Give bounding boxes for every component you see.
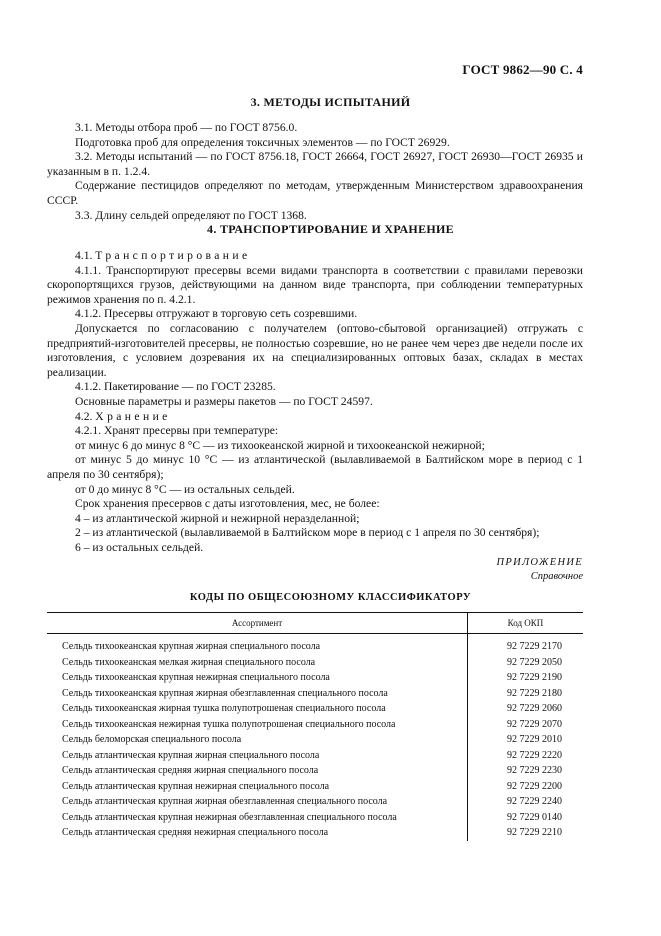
okp-code-cell: 92 7229 0140 [507, 811, 562, 823]
assortment-cell: Сельдь атлантическая крупная жирная обезглавленная специального посола [47, 794, 468, 810]
table-row [47, 732, 583, 748]
section-3-body [47, 121, 583, 223]
appendix-title: ПРИЛОЖЕНИЕ [496, 557, 583, 568]
table-row [47, 717, 583, 733]
assortment-cell: Сельдь атлантическая крупная нежирная обезглавленная специального посола [47, 810, 468, 826]
okp-code-cell: 92 7229 2180 [507, 687, 562, 699]
codes-table [47, 612, 583, 841]
assortment-cell: Сельдь атлантическая крупная жирная специального посола [47, 748, 468, 764]
storage-item: 4 – из атлантической жирной и нежирной неразделанной; [75, 511, 360, 525]
column-header-okp-code: Код ОКП [468, 613, 584, 634]
assortment-cell: Сельдь тихоокеанская крупная нежирная специального посола [47, 670, 468, 686]
assortment-cell: Сельдь тихоокеанская жирная тушка полупотрошеная специального посола [47, 701, 468, 717]
paragraph: 4.1.2. Пресервы отгружают в торговую сеть созревшими. [75, 307, 358, 321]
appendix-label [497, 556, 584, 584]
subsection-heading [47, 410, 583, 425]
paragraph: 4.2.1. Хранят пресервы при температуре: [75, 424, 279, 438]
page-header: ГОСТ 9862—90 С. 4 [462, 62, 583, 77]
assortment-cell: Сельдь атлантическая средняя нежирная специального посола [47, 825, 468, 841]
table-row [47, 686, 583, 702]
okp-code-cell: 92 7229 2220 [507, 749, 562, 761]
okp-code-cell: 92 7229 2070 [507, 718, 562, 730]
okp-code-cell: 92 7229 2050 [507, 656, 562, 668]
assortment-cell: Сельдь тихоокеанская мелкая жирная специального посола [47, 655, 468, 671]
section-3-title: 3. МЕТОДЫ ИСПЫТАНИЙ [250, 95, 411, 109]
table-row [47, 779, 583, 795]
paragraph: 3.1. Методы отбора проб — по ГОСТ 8756.0. [75, 121, 298, 134]
subsection-number: 4.1. [75, 249, 93, 262]
section-4-body [47, 249, 583, 555]
okp-code-cell: 92 7229 2240 [507, 796, 562, 808]
assortment-cell: Сельдь атлантическая крупная нежирная специального посола [47, 779, 468, 795]
paragraph: 3.2. Методы испытаний — по ГОСТ 8756.18, ГОСТ 26664, ГОСТ 26927, ГОСТ 26930—ГОСТ 26935 и указанным в п. 1.2.4. [47, 150, 583, 178]
table-row [47, 655, 583, 671]
storage-item: 2 – из атлантической (вылавливаемой в Балтийском море в период с 1 апреля по 30 сентября); [75, 526, 540, 540]
okp-code-cell: 92 7229 2060 [507, 703, 562, 715]
assortment-cell: Сельдь атлантическая средняя жирная специального посола [47, 763, 468, 779]
paragraph: 4.1.2. Пакетирование — по ГОСТ 23285. [75, 380, 276, 394]
paragraph: Основные параметры и размеры пакетов — по ГОСТ 24597. [75, 394, 373, 408]
paragraph: Подготовка проб для определения токсичных элементов — по ГОСТ 26929. [75, 135, 450, 149]
assortment-cell: Сельдь тихоокеанская крупная жирная обезглавленная специального посола [47, 686, 468, 702]
okp-code-cell: 92 7229 2170 [507, 641, 562, 653]
temperature-item: от 0 до минус 8 °С — из остальных сельдей. [75, 482, 295, 496]
table-row [47, 634, 583, 655]
temperature-item: от минус 5 до минус 10 °С — из атлантической (вылавливаемой в Балтийском море в период с 1 апреля по 30 сентября); [47, 453, 583, 481]
table-row [47, 670, 583, 686]
table-row [47, 794, 583, 810]
table-title: КОДЫ ПО ОБЩЕСОЮЗНОМУ КЛАССИФИКАТОРУ [189, 592, 472, 603]
section-4-title: 4. ТРАНСПОРТИРОВАНИЕ И ХРАНЕНИЕ [207, 222, 454, 236]
paragraph: Срок хранения пресервов с даты изготовления, мес, не более: [75, 497, 380, 511]
table-row [47, 763, 583, 779]
appendix-subtitle: Справочное [530, 571, 583, 582]
storage-item: 6 – из остальных сельдей. [75, 540, 204, 554]
table-row [47, 701, 583, 717]
okp-code-cell: 92 7229 2200 [507, 780, 562, 792]
okp-code-cell: 92 7229 2190 [507, 672, 562, 684]
subsection-title: Транспортирование [95, 249, 251, 262]
subsection-number: 4.2. [75, 409, 93, 423]
column-header-assortment: Ассортимент [47, 613, 468, 634]
okp-code-cell: 92 7229 2230 [507, 765, 562, 777]
okp-code-cell: 92 7229 2210 [507, 827, 562, 839]
assortment-cell: Сельдь тихоокеанская крупная жирная специального посола [47, 634, 468, 655]
temperature-item: от минус 6 до минус 8 °С — из тихоокеанской жирной и тихоокеанской нежирной; [75, 438, 485, 452]
subsection-title: Хранение [95, 409, 171, 423]
table-row [47, 810, 583, 826]
paragraph: Содержание пестицидов определяют по методам, утвержденным Министерством здравоохранения СССР. [47, 179, 583, 207]
paragraph: 3.3. Длину сельдей определяют по ГОСТ 1368. [75, 208, 307, 222]
paragraph: Допускается по согласованию с получателем (оптово-сбытовой организацией) отгружать с предприятий-изготовителей пресервы, не полностью созревшие, но не ранее чем через две недели после их изготовления, с условием дозревания их на специализированных оптовых базах, складах в местах реализации. [47, 321, 583, 379]
table-header-row [47, 613, 583, 634]
subsection-heading [47, 249, 583, 264]
table-row [47, 748, 583, 764]
assortment-cell: Сельдь тихоокеанская нежирная тушка полупотрошеная специального посола [47, 717, 468, 733]
okp-code-cell: 92 7229 2010 [507, 734, 562, 746]
paragraph: 4.1.1. Транспортируют пресервы всеми видами транспорта в соответствии с правилами перевозки скоропортящихся грузов, действующими на данном виде транспорта, при соблюдении температурных режимов хранения по п. 4.2.1. [47, 263, 583, 306]
table-row [47, 825, 583, 841]
assortment-cell: Сельдь беломорская специального посола [47, 732, 468, 748]
